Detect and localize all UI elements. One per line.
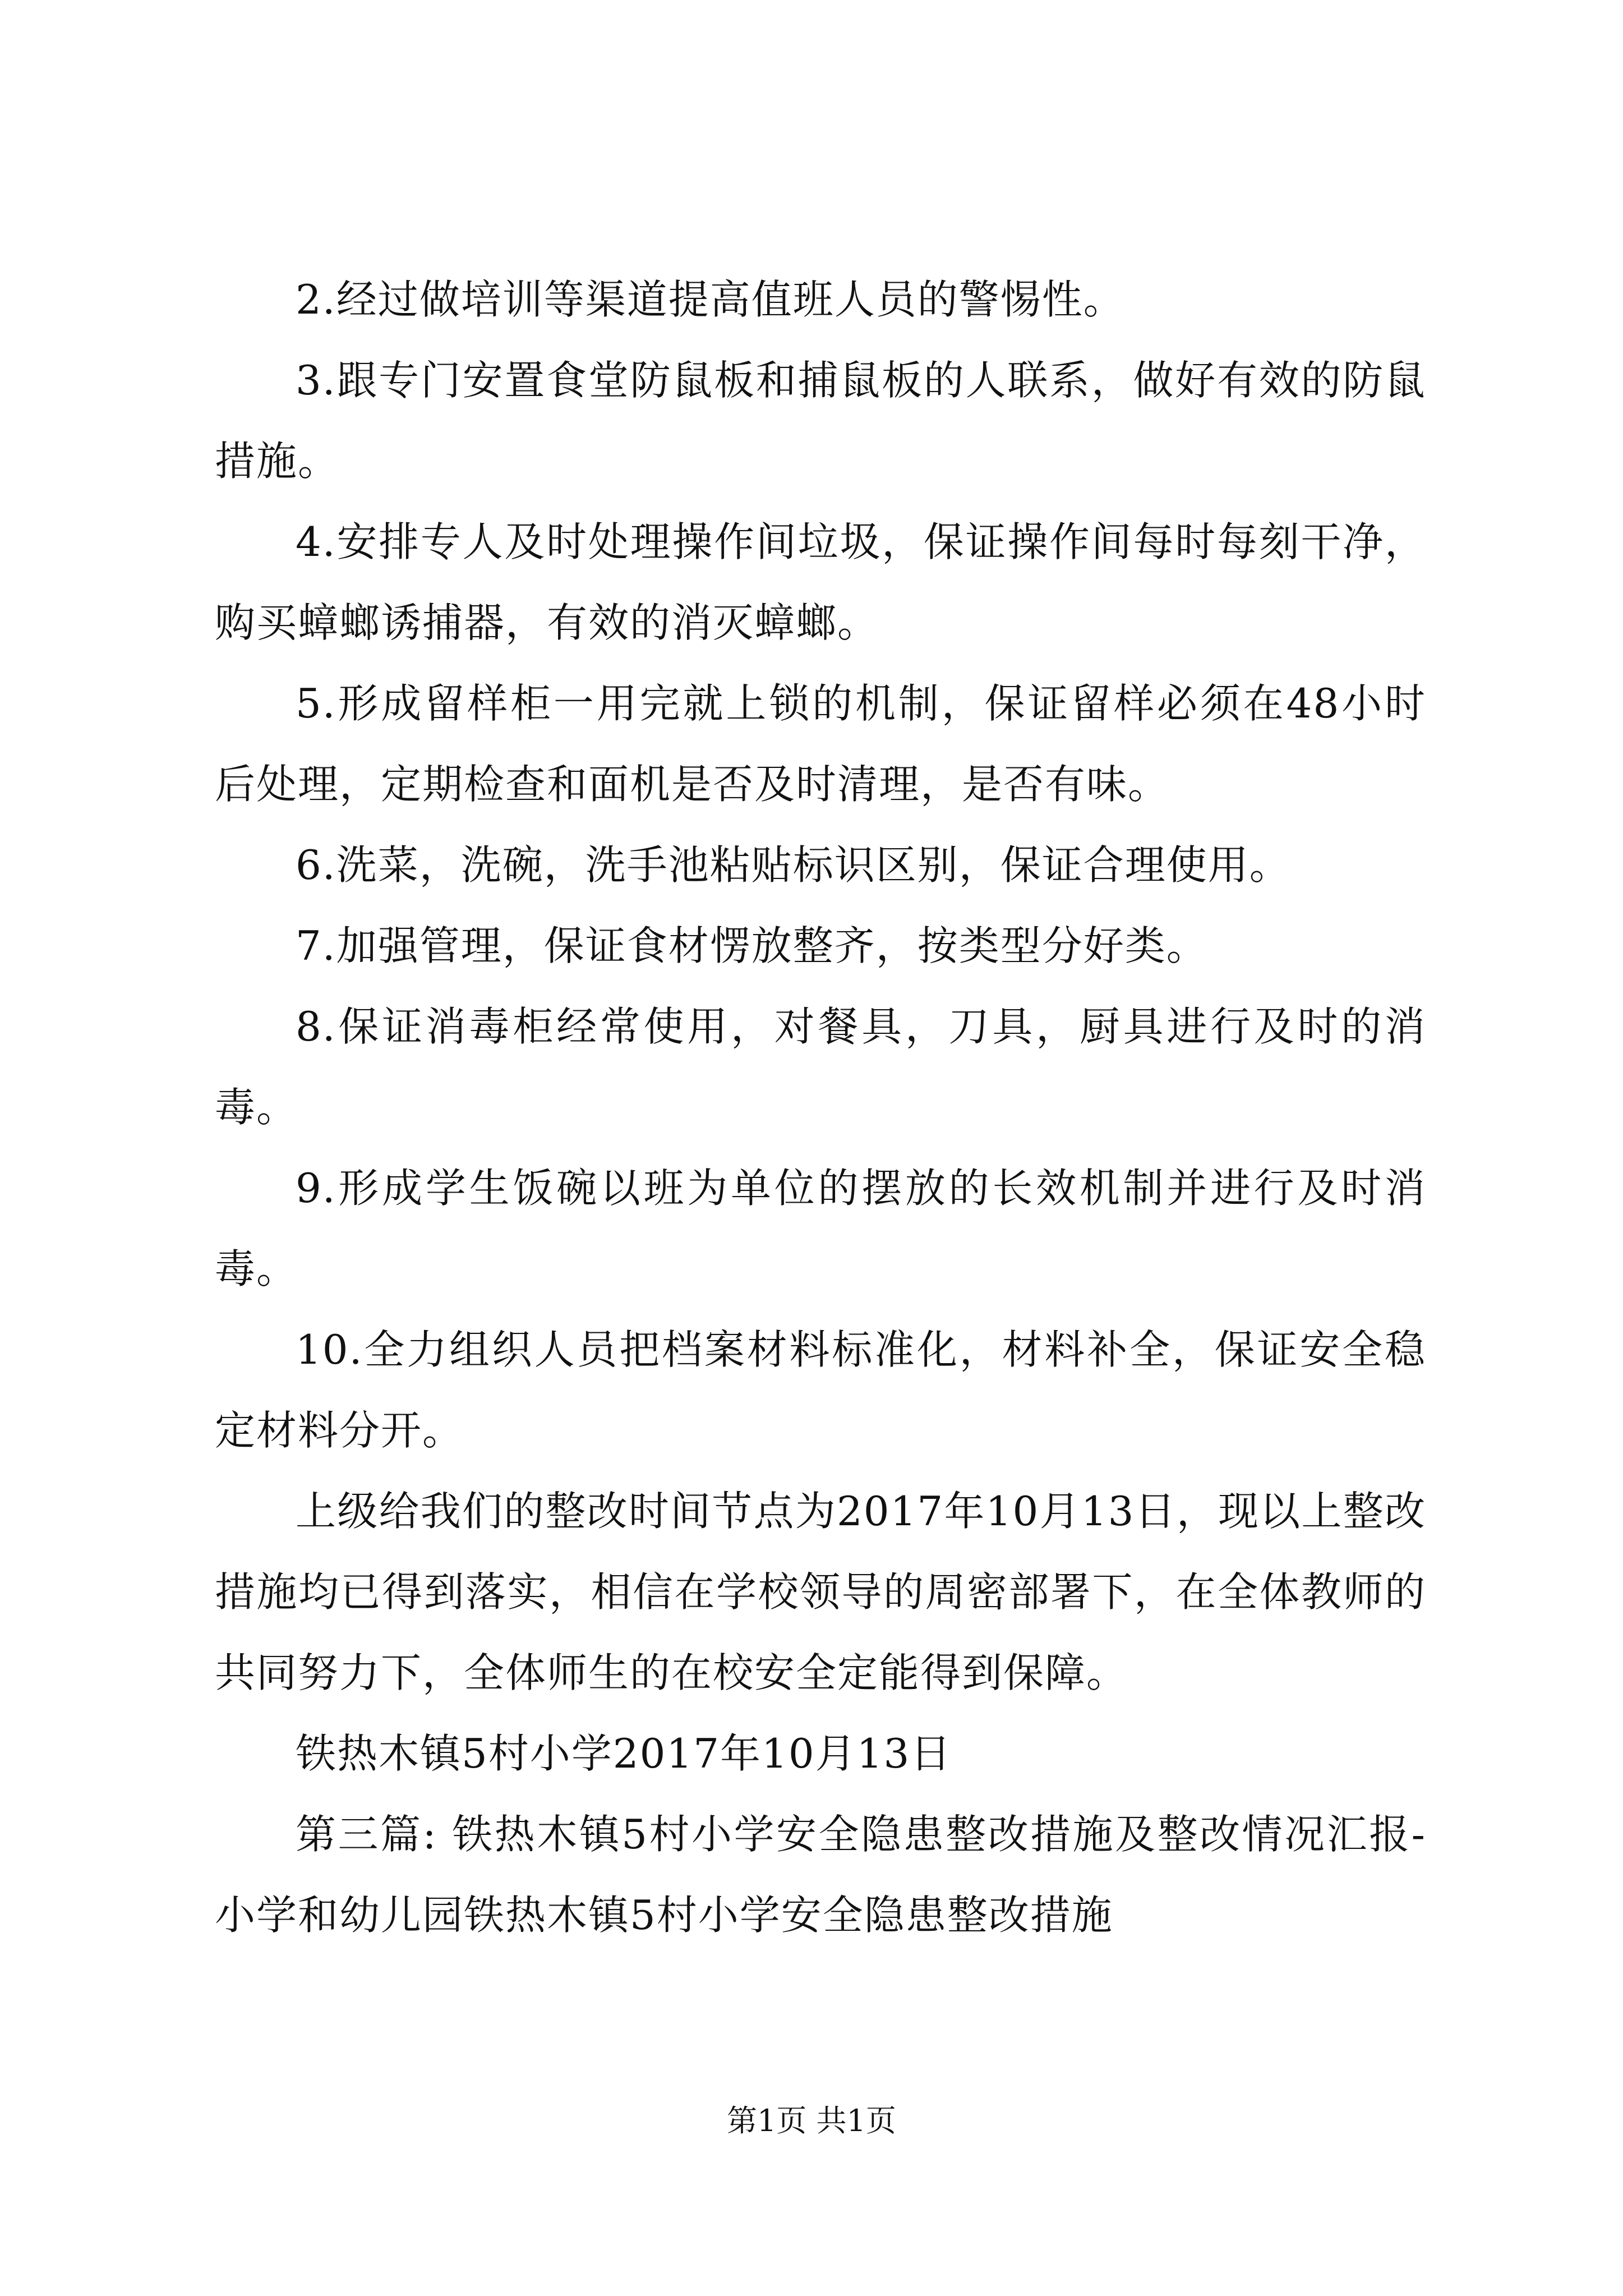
paragraph-item-9: 9.形成学生饭碗以班为单位的摆放的长效机制并进行及时消毒。 bbox=[215, 1165, 1426, 1292]
paragraph-summary: 上级给我们的整改时间节点为2017年10月13日，现以上整改措施均已得到落实，相信在学校领导的周密部署下，在全体教师的共同努力下，全体师生的在校安全定能得到保障。 bbox=[215, 1488, 1426, 1696]
paragraph-signature: 铁热木镇5村小学2017年10月13日 bbox=[296, 1730, 952, 1777]
paragraph-item-4: 4.安排专人及时处理操作间垃圾，保证操作间每时每刻干净，购买蟑螂诱捕器，有效的消灭蟑螂。 bbox=[215, 518, 1426, 646]
paragraph-item-6: 6.洗菜，洗碗，洗手池粘贴标识区别，保证合理使用。 bbox=[296, 841, 1291, 889]
paragraph-item-5: 5.形成留样柜一用完就上锁的机制，保证留样必须在48小时后处理，定期检查和面机是否及时清理，是否有味。 bbox=[215, 680, 1426, 808]
document-body bbox=[215, 259, 1426, 1955]
paragraph-item-8: 8.保证消毒柜经常使用，对餐具，刀具，厨具进行及时的消毒。 bbox=[215, 1003, 1426, 1131]
paragraph-item-7: 7.加强管理，保证食材愣放整齐，按类型分好类。 bbox=[296, 922, 1208, 969]
paragraph-next-title: 第三篇: 铁热木镇5村小学安全隐患整改措施及整改情况汇报-小学和幼儿园铁热木镇5村小学安全隐患整改措施 bbox=[215, 1811, 1426, 1939]
paragraph-item-2: 2.经过做培训等渠道提高值班人员的警惕性。 bbox=[296, 276, 1125, 323]
page-footer: 第1页 共1页 bbox=[727, 2103, 896, 2138]
paragraph-item-10: 10.全力组织人员把档案材料标准化，材料补全，保证安全稳定材料分开。 bbox=[215, 1326, 1426, 1454]
paragraph-item-3: 3.跟专门安置食堂防鼠板和捕鼠板的人联系，做好有效的防鼠措施。 bbox=[215, 357, 1426, 485]
